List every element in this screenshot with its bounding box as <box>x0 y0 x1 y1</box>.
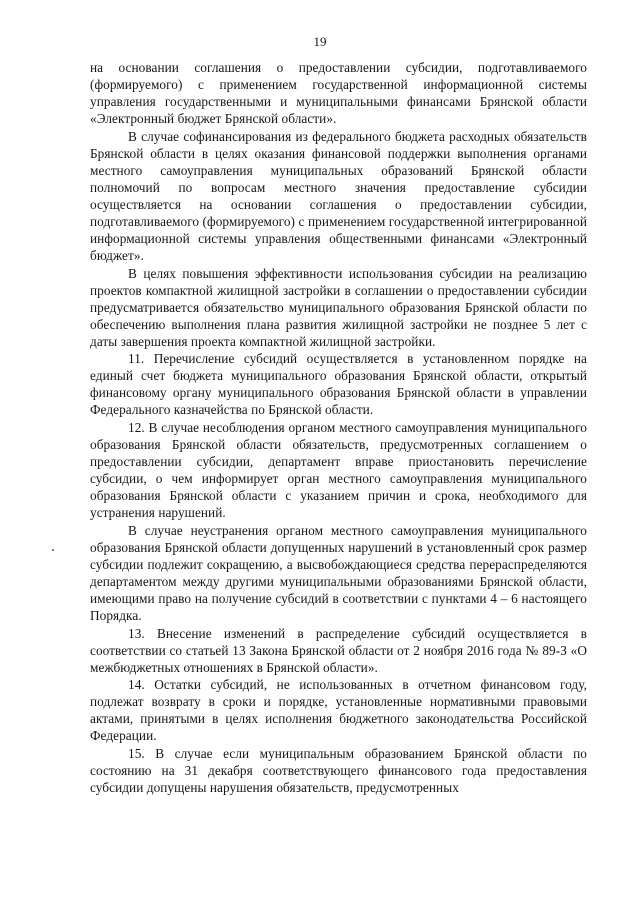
paragraph-item-14: 14. Остатки субсидий, не использованных в отчетном финансовом году, подлежат возврату в сроки и порядке, установленные нормативными правовыми актами, принятыми в целях исполнения бюджетного законодательства Российской Федерации. <box>90 677 587 744</box>
paragraph: В целях повышения эффективности использования субсидии на реализацию проектов компактной жилищной застройки в соглашении о предоставлении субсидии предусматривается обязательство муниципального образования Брянской области по обеспечению выполнения плана развития жилищной застройки не позднее 5 лет с даты завершения проекта компактной жилищной застройки. <box>90 265 587 349</box>
paragraph-item-12: 12. В случае несоблюдения органом местного самоуправления муниципального образования Брянской области обязательств, предусмотренных соглашением о предоставлении субсидии, департамент вправе приостановить перечисление субсидии, о чем информирует орган местного самоуправления муниципального образования Брянской области с указанием причин и срока, необходимого для устранения нарушений. <box>90 419 587 521</box>
paragraph-item-13: 13. Внесение изменений в распределение субсидий осуществляется в соответствии со статьей 13 Закона Брянской области от 2 ноября 2016 года № 89-З «О межбюджетных отношениях в Брянской области». <box>90 625 587 675</box>
paragraph: В случае софинансирования из федерального бюджета расходных обязательств Брянской области в целях оказания финансовой поддержки выполнения органами местного самоуправления муниципальных образований Брянской области полномочий по вопросам местного значения предоставление субсидии осуществляется на основании соглашения о предоставлении субсидии, подготавливаемого (формируемого) с применением государственной интегрированной информационной системы управления общественными финансами «Электронный бюджет». <box>90 128 587 264</box>
document-body <box>90 59 587 797</box>
scan-speck <box>52 549 54 551</box>
paragraph: В случае неустранения органом местного самоуправления муниципального образования Брянской области допущенных нарушений в установленный срок размер субсидии подлежит сокращению, а высвобождающиеся средства перераспределяются департаментом между другими муниципальными образованиями Брянской области, имеющими право на получение субсидий в соответствии с пунктами 4 – 6 настоящего Порядка. <box>90 522 587 623</box>
paragraph-item-11: 11. Перечисление субсидий осуществляется в установленном порядке на единый счет бюджета муниципального образования Брянской области, открытый финансовому органу муниципального образования Брянской области в управлении Федерального казначейства по Брянской области. <box>90 351 587 418</box>
page-number: 19 <box>313 34 327 49</box>
paragraph: на основании соглашения о предоставлении субсидии, подготавливаемого (формируемого) с применением государственной информационной системы управления государственными и муниципальными финансами Брянской области «Электронный бюджет Брянской области». <box>90 60 587 127</box>
paragraph-item-15: 15. В случае если муниципальным образованием Брянской области по состоянию на 31 декабря соответствующего финансового года предоставления субсидии допущены нарушения обязательств, предусмотренных <box>90 745 587 795</box>
